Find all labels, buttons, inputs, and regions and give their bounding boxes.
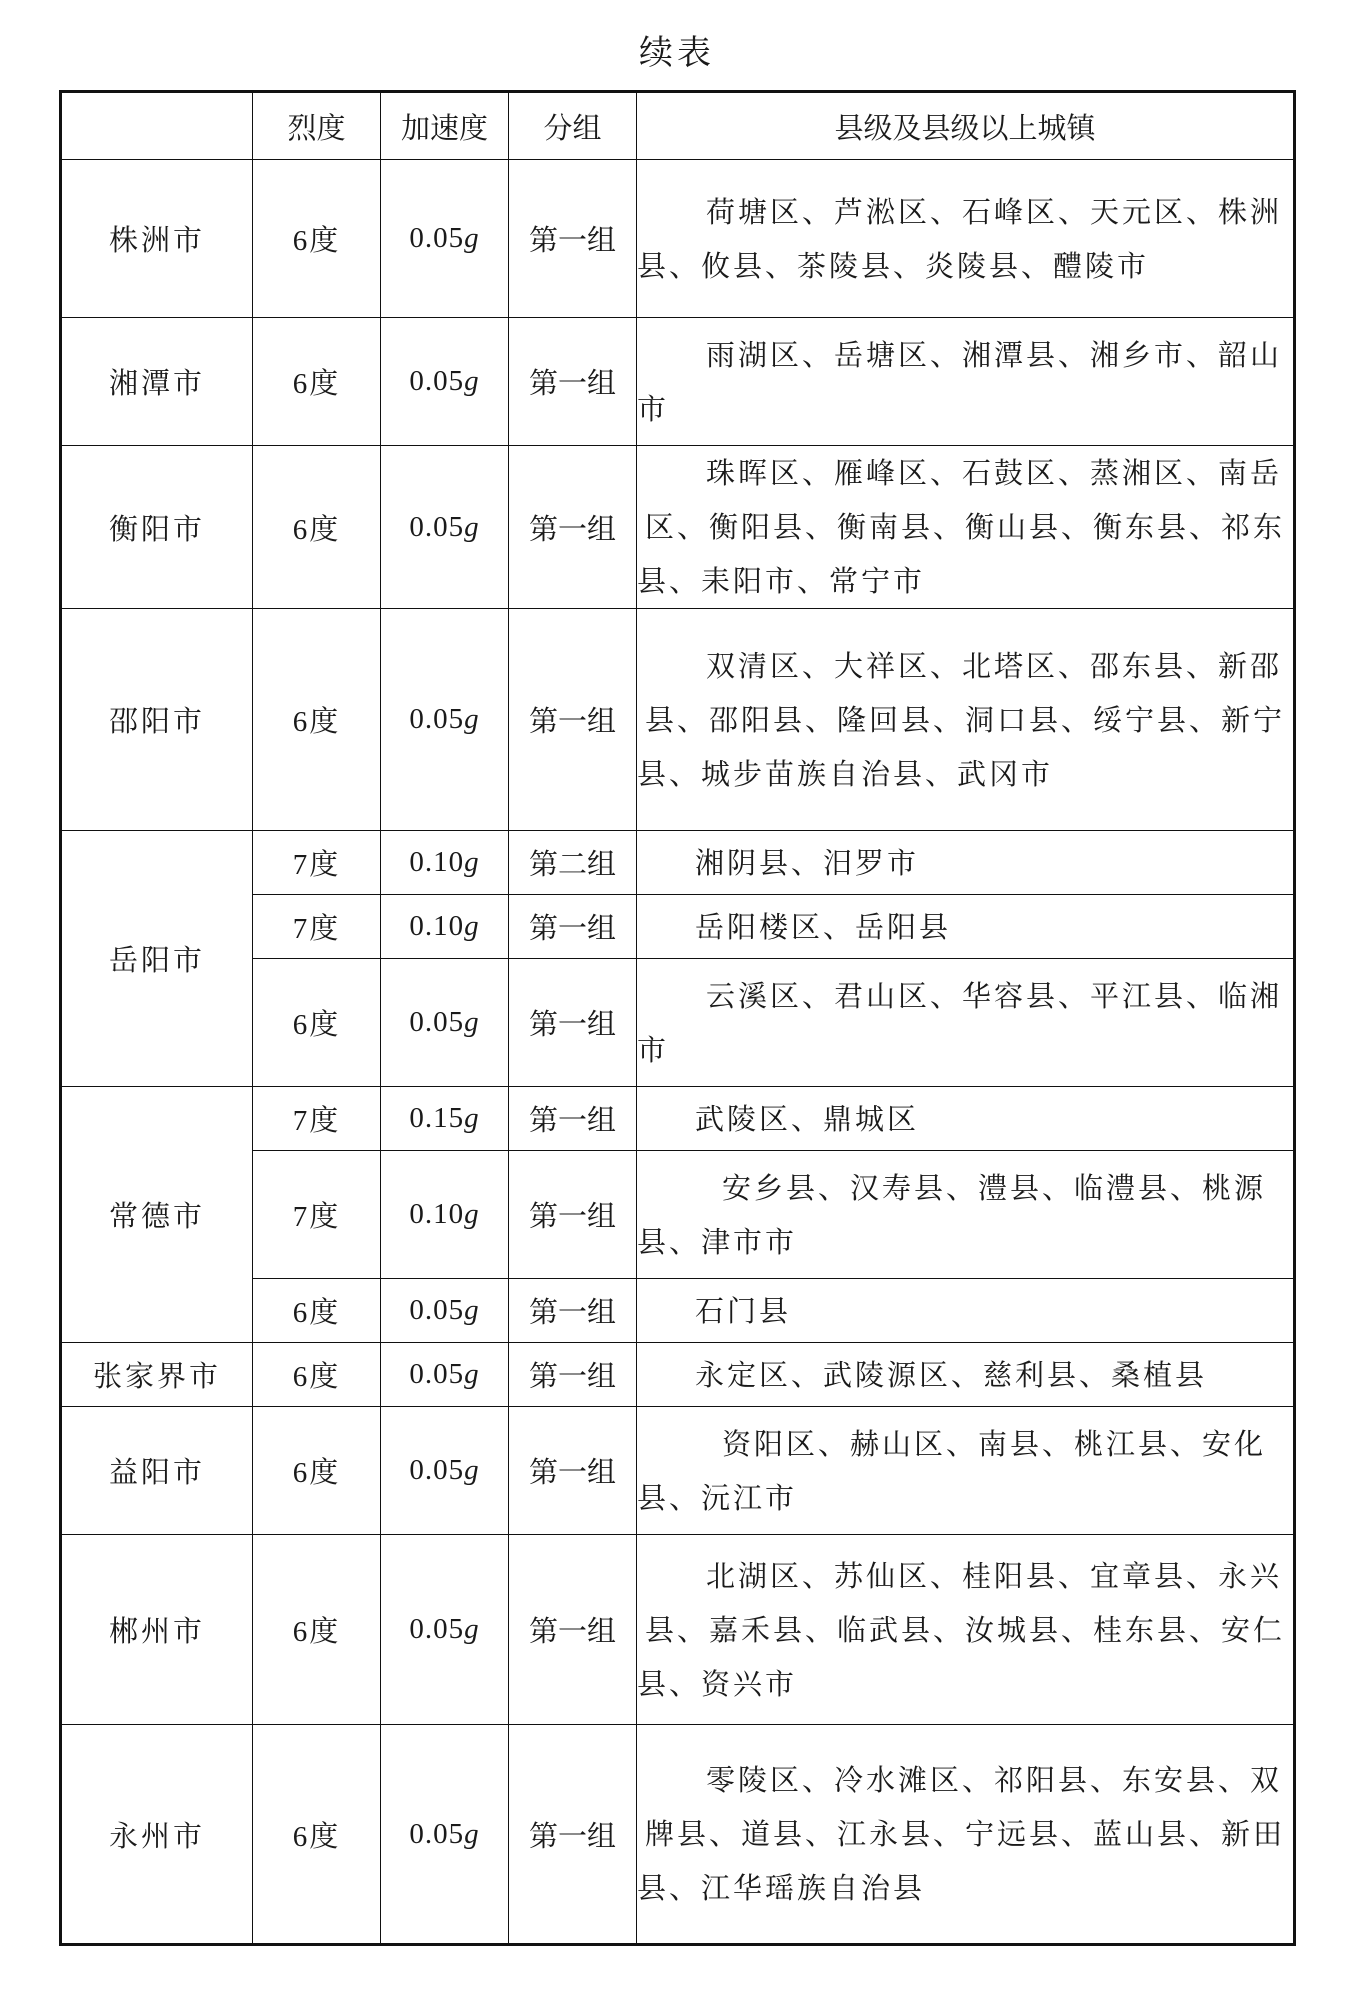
intensity-cell: 6度 [253, 1535, 381, 1725]
group-cell: 第一组 [509, 609, 637, 831]
intensity-cell: 6度 [253, 1279, 381, 1343]
acceleration-cell [381, 1151, 509, 1279]
acceleration-cell [381, 895, 509, 959]
towns-cell: 雨湖区、岳塘区、湘潭县、湘乡市、韶山市 [637, 318, 1295, 446]
header-acceleration: 加速度 [381, 92, 509, 160]
towns-cell: 北湖区、苏仙区、桂阳县、宜章县、永兴县、嘉禾县、临武县、汝城县、桂东县、安仁县、资兴市 [637, 1535, 1295, 1725]
acceleration-cell [381, 446, 509, 609]
acceleration-unit: g [464, 1817, 480, 1850]
intensity-cell: 7度 [253, 831, 381, 895]
acceleration-unit: g [464, 910, 480, 942]
acceleration-cell [381, 1407, 509, 1535]
intensity-cell: 6度 [253, 1725, 381, 1945]
group-cell: 第一组 [509, 446, 637, 609]
city-cell: 株洲市 [61, 160, 253, 318]
city-cell: 益阳市 [61, 1407, 253, 1535]
towns-cell: 云溪区、君山区、华容县、平江县、临湘市 [637, 959, 1295, 1087]
group-cell: 第一组 [509, 1407, 637, 1535]
intensity-cell: 6度 [253, 446, 381, 609]
intensity-cell: 7度 [253, 895, 381, 959]
group-cell: 第一组 [509, 1087, 637, 1151]
towns-cell: 湘阴县、汨罗市 [637, 831, 1295, 895]
acceleration-value: 0.05 [409, 1817, 465, 1850]
city-cell: 郴州市 [61, 1535, 253, 1725]
acceleration-value: 0.05 [409, 222, 465, 254]
intensity-cell: 7度 [253, 1087, 381, 1151]
acceleration-cell [381, 160, 509, 318]
table-row [61, 1407, 1295, 1535]
table-row [61, 1343, 1295, 1407]
group-cell: 第一组 [509, 1725, 637, 1945]
intensity-cell: 7度 [253, 1151, 381, 1279]
acceleration-cell [381, 1087, 509, 1151]
acceleration-value: 0.15 [409, 1102, 465, 1134]
intensity-cell: 6度 [253, 318, 381, 446]
table-row [61, 609, 1295, 831]
towns-cell: 永定区、武陵源区、慈利县、桑植县 [637, 1343, 1295, 1407]
towns-cell: 双清区、大祥区、北塔区、邵东县、新邵县、邵阳县、隆回县、洞口县、绥宁县、新宁县、城步苗族自治县、武冈市 [637, 609, 1295, 831]
acceleration-unit: g [464, 510, 480, 543]
acceleration-unit: g [464, 1198, 480, 1230]
group-cell: 第一组 [509, 959, 637, 1087]
acceleration-value: 0.05 [409, 1613, 465, 1645]
acceleration-value: 0.05 [409, 1454, 465, 1486]
city-cell: 衡阳市 [61, 446, 253, 609]
acceleration-value: 0.05 [409, 1006, 465, 1038]
towns-cell: 荷塘区、芦淞区、石峰区、天元区、株洲县、攸县、茶陵县、炎陵县、醴陵市 [637, 160, 1295, 318]
header-group: 分组 [509, 92, 637, 160]
acceleration-unit: g [464, 1454, 480, 1486]
acceleration-value: 0.05 [409, 510, 465, 543]
acceleration-cell [381, 959, 509, 1087]
acceleration-cell [381, 1279, 509, 1343]
acceleration-unit: g [464, 1294, 480, 1326]
city-cell: 张家界市 [61, 1343, 253, 1407]
acceleration-value: 0.10 [409, 1198, 465, 1230]
towns-cell: 石门县 [637, 1279, 1295, 1343]
acceleration-unit: g [464, 365, 480, 397]
table-row [61, 160, 1295, 318]
acceleration-cell [381, 1535, 509, 1725]
acceleration-unit: g [464, 703, 480, 735]
acceleration-unit: g [464, 1358, 480, 1390]
acceleration-unit: g [464, 222, 480, 254]
group-cell: 第一组 [509, 1535, 637, 1725]
seismic-table [59, 90, 1296, 1946]
towns-cell: 零陵区、冷水滩区、祁阳县、东安县、双牌县、道县、江永县、宁远县、蓝山县、新田县、江华瑶族自治县 [637, 1725, 1295, 1945]
header-row [61, 92, 1295, 160]
group-cell: 第一组 [509, 1151, 637, 1279]
intensity-cell: 6度 [253, 1407, 381, 1535]
table-row [61, 1725, 1295, 1945]
towns-cell: 武陵区、鼎城区 [637, 1087, 1295, 1151]
table-title: 续表 [639, 33, 715, 73]
city-cell: 岳阳市 [61, 831, 253, 1087]
acceleration-value: 0.05 [409, 1358, 465, 1390]
acceleration-cell [381, 609, 509, 831]
city-cell: 常德市 [61, 1087, 253, 1343]
towns-cell: 安乡县、汉寿县、澧县、临澧县、桃源县、津市市 [637, 1151, 1295, 1279]
towns-cell: 资阳区、赫山区、南县、桃江县、安化县、沅江市 [637, 1407, 1295, 1535]
intensity-cell: 6度 [253, 609, 381, 831]
intensity-cell: 6度 [253, 160, 381, 318]
header-towns: 县级及县级以上城镇 [637, 92, 1295, 160]
city-cell: 永州市 [61, 1725, 253, 1945]
acceleration-value: 0.05 [409, 365, 465, 397]
towns-cell: 珠晖区、雁峰区、石鼓区、蒸湘区、南岳区、衡阳县、衡南县、衡山县、衡东县、祁东县、耒阳市、常宁市 [637, 446, 1295, 609]
acceleration-cell [381, 1343, 509, 1407]
towns-cell: 岳阳楼区、岳阳县 [637, 895, 1295, 959]
intensity-cell: 6度 [253, 959, 381, 1087]
acceleration-value: 0.05 [409, 703, 465, 735]
acceleration-cell [381, 1725, 509, 1945]
acceleration-value: 0.10 [409, 910, 465, 942]
city-cell: 湘潭市 [61, 318, 253, 446]
table-row [61, 446, 1295, 609]
header-city [61, 92, 253, 160]
acceleration-unit: g [464, 1006, 480, 1038]
group-cell: 第一组 [509, 895, 637, 959]
table-row [61, 1535, 1295, 1725]
table-row [61, 1087, 1295, 1151]
header-intensity: 烈度 [253, 92, 381, 160]
group-cell: 第一组 [509, 318, 637, 446]
acceleration-value: 0.05 [409, 1294, 465, 1326]
table-row [61, 831, 1295, 895]
acceleration-unit: g [464, 1613, 480, 1645]
acceleration-unit: g [464, 846, 480, 878]
acceleration-cell [381, 318, 509, 446]
acceleration-value: 0.10 [409, 846, 465, 878]
acceleration-unit: g [464, 1102, 480, 1134]
table-row [61, 318, 1295, 446]
group-cell: 第一组 [509, 160, 637, 318]
intensity-cell: 6度 [253, 1343, 381, 1407]
group-cell: 第一组 [509, 1343, 637, 1407]
group-cell: 第一组 [509, 1279, 637, 1343]
city-cell: 邵阳市 [61, 609, 253, 831]
acceleration-cell [381, 831, 509, 895]
group-cell: 第二组 [509, 831, 637, 895]
